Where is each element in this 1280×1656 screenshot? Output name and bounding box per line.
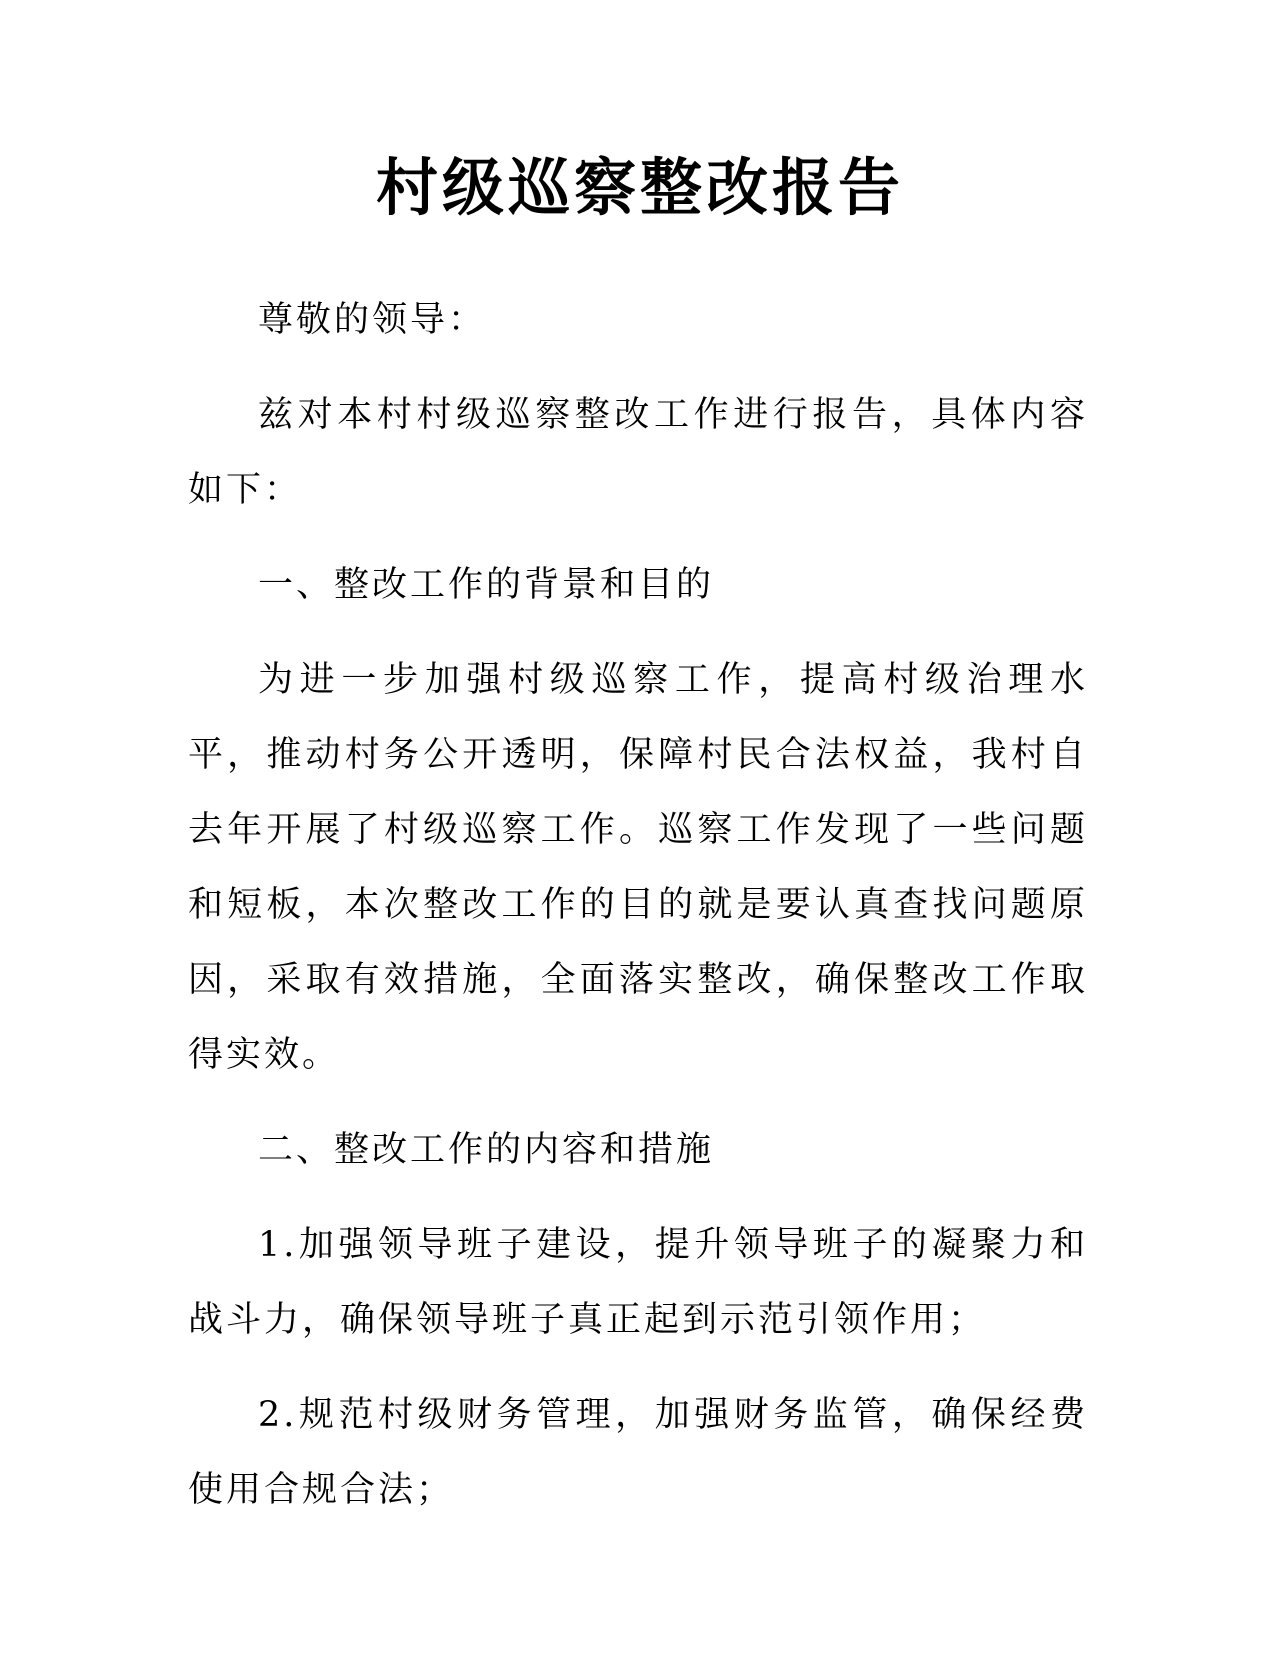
intro-paragraph: 兹对本村村级巡察整改工作进行报告，具体内容如下： [188,395,1088,510]
background-paragraph: 为进一步加强村级巡察工作，提高村级治理水平，推动村务公开透明，保障村民合法权益，我村自去年开展了村级巡察工作。巡察工作发现了一些问题和短板，本次整改工作的目的就是要认真查找问题原因，采取有效措施，全面落实整改，确保整改工作取得实效。 [188,660,1088,1075]
document-title: 村级巡察整改报告 [375,151,904,224]
section-heading-1: 一、整改工作的背景和目的 [258,565,715,605]
salutation: 尊敬的领导： [258,300,487,340]
measure-item-1: 1.加强领导班子建设，提升领导班子的凝聚力和战斗力，确保领导班子真正起到示范引领作用； [188,1225,1088,1340]
section-heading-2: 二、整改工作的内容和措施 [258,1130,715,1170]
measure-item-2: 2.规范村级财务管理，加强财务监管，确保经费使用合规合法； [188,1395,1088,1510]
document-body [188,283,1088,1548]
